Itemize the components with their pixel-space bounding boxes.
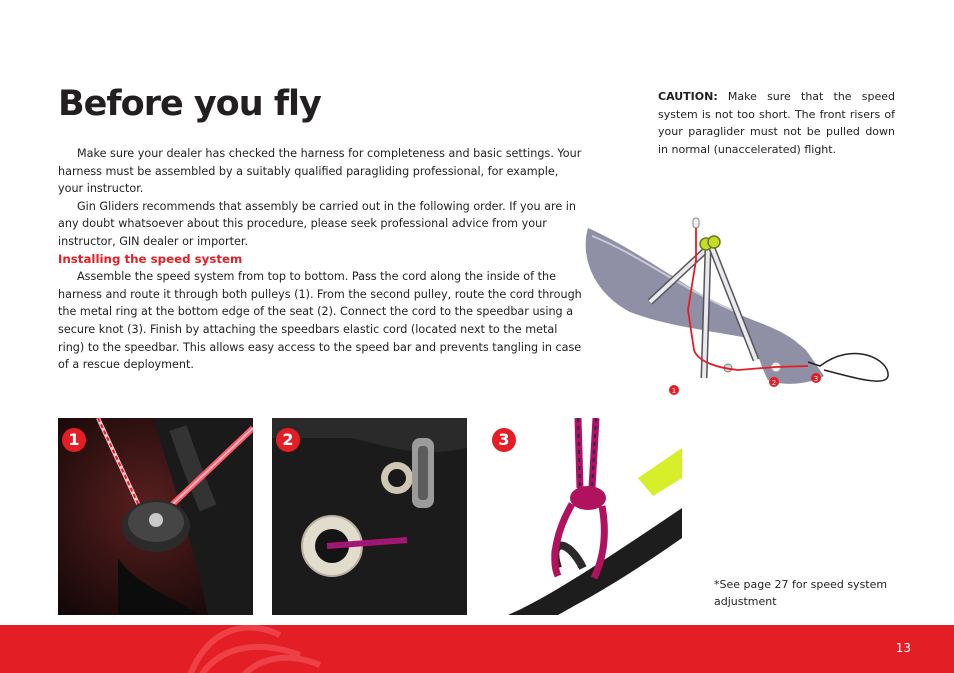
photo-badge-3: 3 bbox=[492, 428, 516, 452]
intro-paragraph-1: Make sure your dealer has checked the harness for completeness and basic settings. Your harness must be assembled by a suitably qualified paragliding professional, for example, your instructor. bbox=[58, 147, 582, 196]
section-heading: Installing the speed system bbox=[58, 251, 243, 266]
caution-text: Make sure that the speed system is not too short. The front risers of your paraglider must not be pulled down in normal (unaccelerated) flight. bbox=[658, 90, 895, 156]
watermark-logo-icon bbox=[180, 625, 330, 673]
section-body: Assemble the speed system from top to bottom. Pass the cord along the inside of the harness and route it through both pulleys (1). From the second pulley, route the cord through the metal ring at the bottom edge of the seat (2). Connect the cord to the speedbar using a secure knot (3). Finish by attaching the speedbars elastic cord (located next to the metal ring) to the speedbar. This allows easy access to the speed bar and prevents tangling in case of a rescue deployment. bbox=[58, 270, 582, 372]
diagram-marker-3 bbox=[811, 373, 821, 383]
pulley-icon-top bbox=[693, 218, 699, 228]
page-title: Before you fly bbox=[58, 84, 321, 124]
photo-badge-1: 1 bbox=[62, 428, 86, 452]
harness-diagram bbox=[578, 200, 898, 400]
photo-metal-ring bbox=[272, 418, 467, 615]
photo-pulley bbox=[58, 418, 253, 615]
caution-label: CAUTION: bbox=[658, 90, 718, 103]
footer-bar bbox=[0, 625, 954, 673]
diagram-marker-2 bbox=[769, 377, 779, 387]
footnote: *See page 27 for speed system adjustment bbox=[714, 578, 888, 608]
intro-paragraph-2: Gin Gliders recommends that assembly be carried out in the following order. If you are in any doubt whatsoever about this procedure, please seek professional advice from your instructor, GIN dealer or importer. bbox=[58, 199, 576, 248]
svg-text:3: 3 bbox=[813, 375, 819, 383]
photo-speedbar-knot bbox=[488, 418, 682, 615]
diagram-marker-1 bbox=[669, 385, 679, 395]
body-text bbox=[58, 145, 583, 374]
svg-text:1: 1 bbox=[671, 387, 677, 395]
svg-text:2: 2 bbox=[771, 379, 777, 387]
page-number: 13 bbox=[895, 641, 911, 655]
photo-badge-2: 2 bbox=[276, 428, 300, 452]
caution-note bbox=[658, 88, 895, 158]
